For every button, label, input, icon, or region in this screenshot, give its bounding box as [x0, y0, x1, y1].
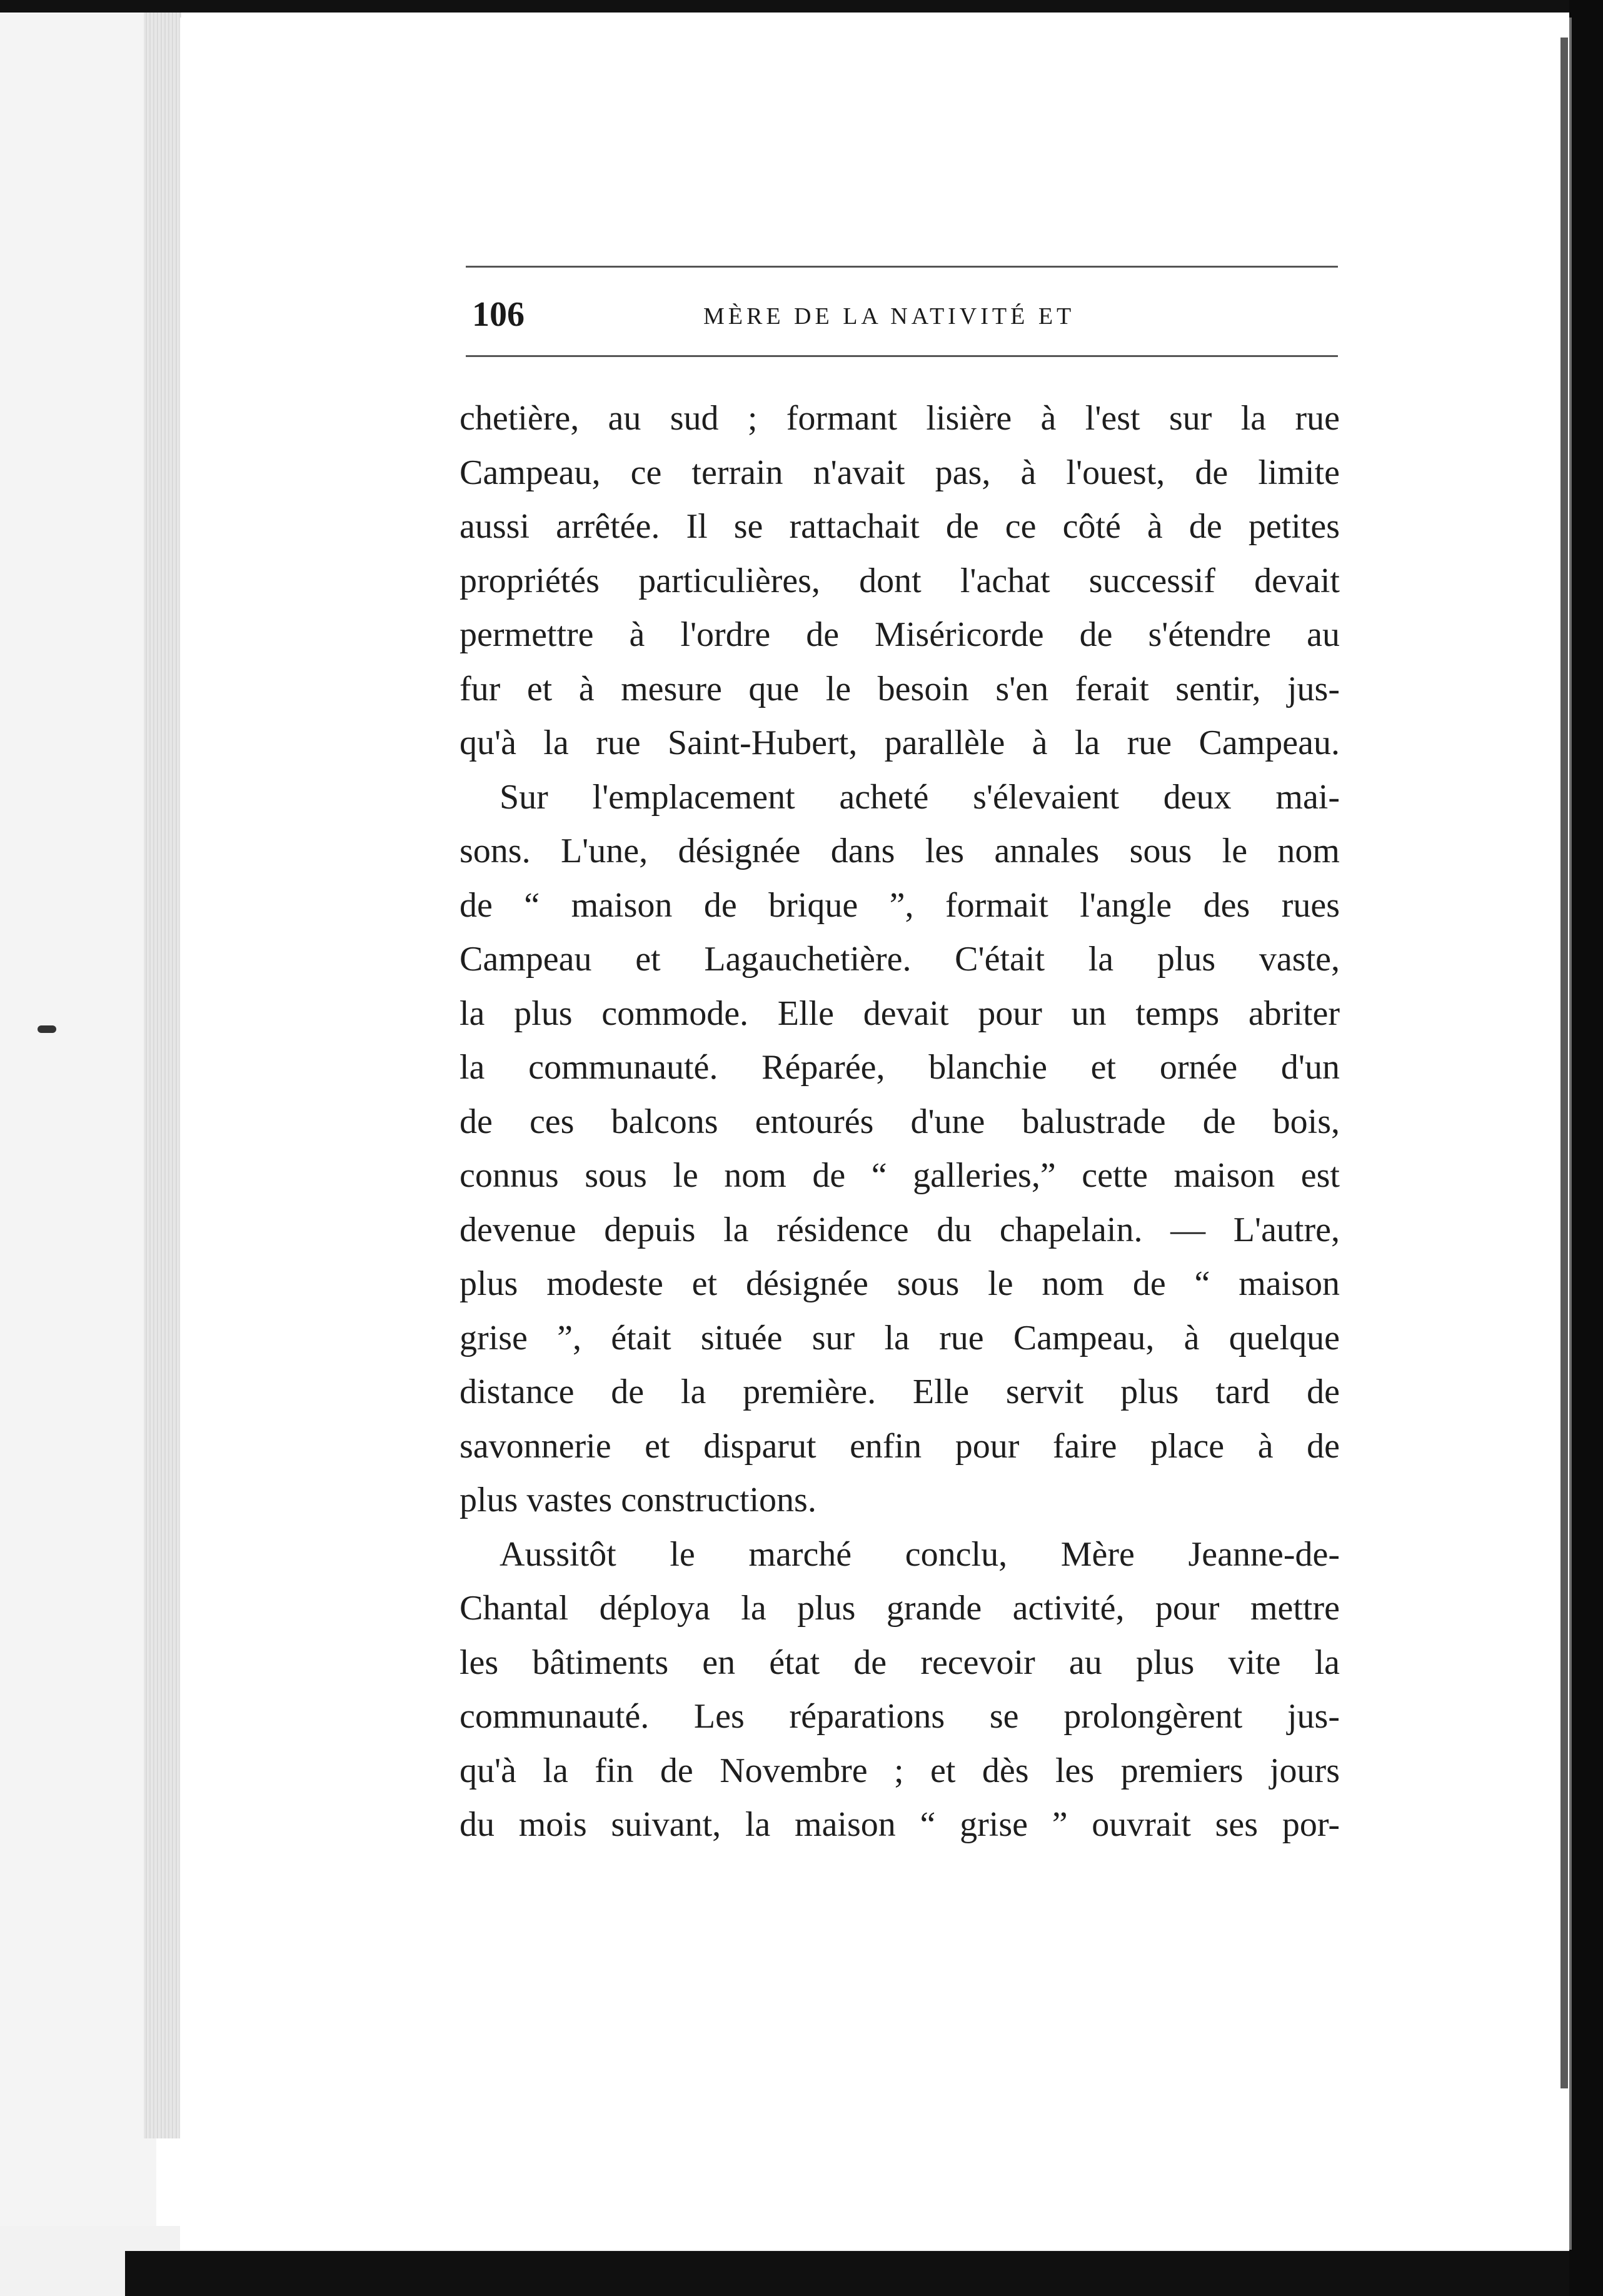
text-line-indented: Aussitôt le marché conclu, Mère Jeanne-de-	[500, 1534, 1340, 1574]
text-line: connus sous le nom de “ galleries,” cette maison est	[460, 1156, 1340, 1195]
text-line: sons. L'une, désignée dans les annales sous le nom	[460, 832, 1340, 870]
text-line: grise ”, était située sur la rue Campeau, à quelque	[460, 1318, 1340, 1357]
scan-dark-bottom-edge	[125, 2251, 1603, 2296]
text-line: les bâtiments en état de recevoir au plus vite la	[460, 1643, 1340, 1682]
body-text	[460, 391, 1340, 1852]
scan-speck	[38, 1025, 56, 1033]
text-line: la communauté. Réparée, blanchie et ornée d'un	[460, 1048, 1340, 1087]
text-line: chetière, au sud ; formant lisière à l'est sur la rue	[460, 399, 1340, 438]
text-line: distance de la première. Elle servit plus tard de	[460, 1372, 1340, 1411]
text-line: Campeau et Lagauchetière. C'était la plus vaste,	[460, 940, 1340, 979]
text-line: Campeau, ce terrain n'avait pas, à l'ouest, de limite	[460, 453, 1340, 492]
text-line: permettre à l'ordre de Miséricorde de s'étendre au	[460, 615, 1340, 654]
text-line: propriétés particulières, dont l'achat successif devait	[460, 561, 1340, 600]
page-binding-edge	[1560, 38, 1568, 2088]
text-line: devenue depuis la résidence du chapelain. — L'autre,	[460, 1210, 1340, 1249]
text-line: fur et à mesure que le besoin s'en ferait sentir, jus-	[460, 669, 1340, 708]
text-line: de ces balcons entourés d'une balustrade de bois,	[460, 1102, 1340, 1141]
text-line: qu'à la rue Saint-Hubert, parallèle à la rue Campeau.	[460, 723, 1340, 762]
scan-background-left	[0, 0, 156, 2296]
text-line: la plus commode. Elle devait pour un temps abriter	[460, 994, 1340, 1033]
header-rule-top	[466, 266, 1338, 268]
text-line: plus vastes constructions.	[460, 1481, 817, 1519]
stacked-page-edges	[144, 13, 181, 2138]
running-title: MÈRE DE LA NATIVITÉ ET	[703, 303, 1075, 330]
header-rule-bottom	[466, 355, 1338, 357]
text-line-indented: Sur l'emplacement acheté s'élevaient deux mai-	[500, 777, 1340, 817]
text-line: aussi arrêtée. Il se rattachait de ce côté à de petites	[460, 507, 1340, 546]
running-head	[466, 293, 1338, 336]
scan-background-top	[0, 0, 1603, 13]
text-line: plus modeste et désignée sous le nom de “ maison	[460, 1264, 1340, 1303]
text-line: Chantal déploya la plus grande activité, pour mettre	[460, 1589, 1340, 1628]
text-line: communauté. Les réparations se prolongèrent jus-	[460, 1697, 1340, 1736]
text-line: qu'à la fin de Novembre ; et dès les premiers jours	[460, 1751, 1340, 1790]
text-line: du mois suivant, la maison “ grise ” ouvrait ses por-	[460, 1805, 1340, 1844]
page-number: 106	[472, 295, 525, 334]
text-line: de “ maison de brique ”, formait l'angle des rues	[460, 885, 1340, 925]
text-line: savonnerie et disparut enfin pour faire place à de	[460, 1426, 1340, 1466]
scan-background-right	[1569, 0, 1603, 2296]
